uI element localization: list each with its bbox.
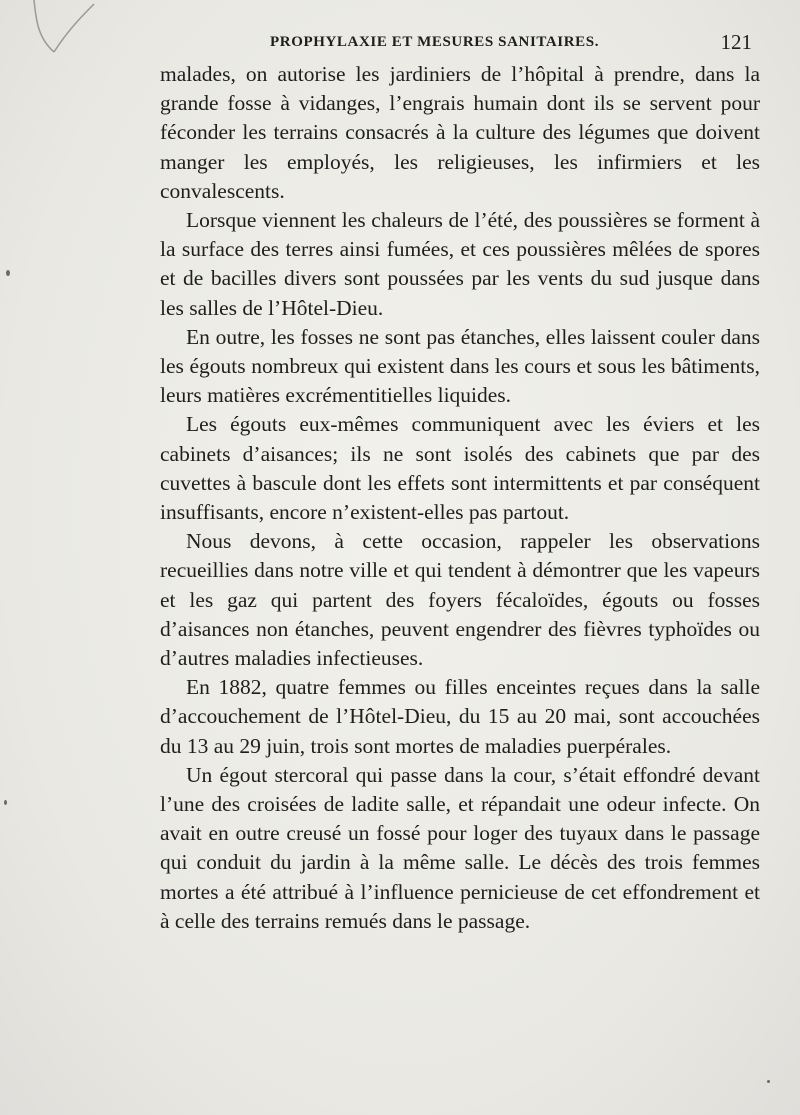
page-number: 121: [720, 30, 752, 54]
paragraph: Nous devons, à cette occasion, rappeler les observations recueillies dans notre ville et qui tendent à démontrer que les vapeurs et les gaz qui partent des foyers fécaloïdes, égouts ou fosses d’aisances non étanches, peuvent engendrer des fièvres typhoïdes ou d’autres maladies infectieuses.: [160, 529, 760, 671]
paragraph: Un égout stercoral qui passe dans la cour, s’était effondré devant l’une des croisées de ladite salle, et répandait une odeur infecte. On avait en outre creusé un fossé pour loger des tuyaux dans le passage qui conduit du jardin à la même salle. Le décès des trois femmes mortes a été attribué à l’influence pernicieuse de cet effondrement et à celle des terrains remués dans le passage.: [160, 762, 760, 933]
page-corner-pencil-mark: [28, 0, 98, 55]
running-title: PROPHYLAXIE ET MESURES SANITAIRES.: [270, 34, 600, 50]
ink-speck: [767, 1080, 770, 1083]
paragraph: Les égouts eux-mêmes communiquent avec les éviers et les cabinets d’aisances; ils ne sont isolés des cabinets que par des cuvettes à bascule dont les effets sont intermittents et par conséquent insuffisants, encore n’existent-elles pas partout.: [160, 412, 760, 525]
paragraph-continuation: malades, on autorise les jardiniers de l’hôpital à prendre, dans la grande fosse à vidanges, l’engrais humain dont ils se servent pour féconder les terrains consacrés à la culture des légumes que doivent manger les employés, les religieuses, les infirmiers et les convalescents.: [160, 62, 760, 203]
body-text: [160, 60, 760, 936]
ink-speck: [6, 270, 10, 276]
paragraph: Lorsque viennent les chaleurs de l’été, des poussières se forment à la surface des terres ainsi fumées, et ces poussières mêlées de spores et de bacilles divers sont poussées par les vents du sud jusque dans les salles de l’Hôtel-Dieu.: [160, 208, 760, 320]
paragraph: En outre, les fosses ne sont pas étanches, elles laissent couler dans les égouts nombreux qui existent dans les cours et sous les bâtiments, leurs matières excrémentitielles liquides.: [160, 324, 760, 408]
running-head: [160, 32, 758, 56]
paragraph: En 1882, quatre femmes ou filles enceintes reçues dans la salle d’accouchement de l’Hôtel-Dieu, du 15 au 20 mai, sont accouchées du 13 au 29 juin, trois sont mortes de maladies puerpérales.: [160, 675, 760, 758]
ink-speck: [4, 800, 7, 805]
